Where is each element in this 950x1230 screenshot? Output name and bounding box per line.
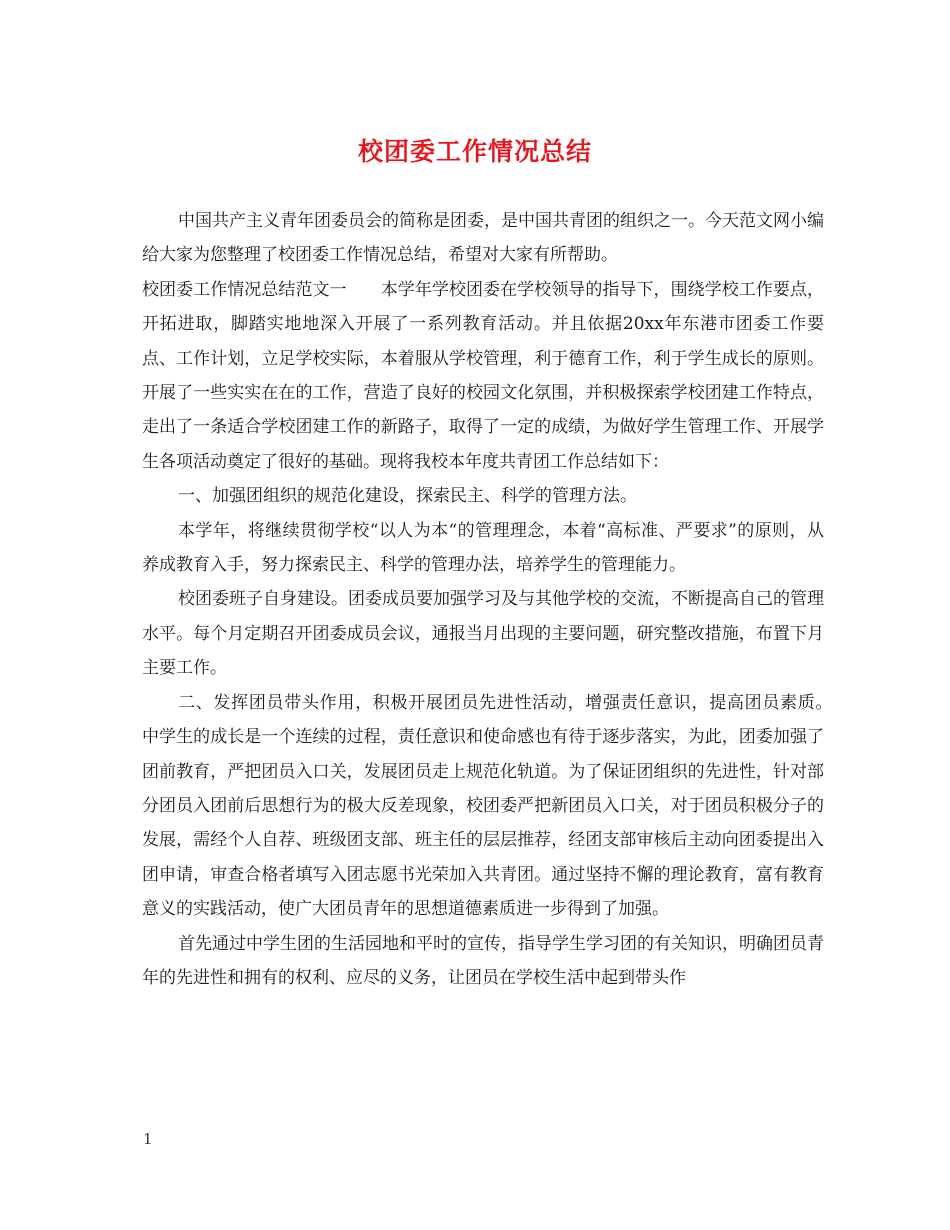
paragraph-intro: 中国共产主义青年团委员会的简称是团委，是中国共青团的组织之一。今天范文网小编给大家为您整理了校团委工作情况总结，希望对大家有所帮助。 [142,211,824,266]
section-heading-one: 一、加强团组织的规范化建设，探索民主、科学的管理方法。 [178,486,637,507]
document-title: 校团委工作情况总结 [357,137,592,166]
paragraph-sample-one: 校团委工作情况总结范文一 本学年学校团委在学校领导的指导下，围绕学校工作要点，开拓进取，脚踏实地地深入开展了一系列教育活动。并且依据20xx年东港市团委工作要点、工作计划，立足学校实际，本着服从学校管理，利于德育工作，利于学生成长的原则。开展了一些实实在在的工作，营造了良好的校园文化氛围，并积极探索学校团建工作特点，走出了一条适合学校团建工作的新路子，取得了一定的成绩，为做好学生管理工作、开展学生各项活动奠定了很好的基础。现将我校本年度共青团工作总结如下： [142,279,824,472]
paragraph-management-philosophy: 本学年，将继续贯彻学校“以人为本“的管理理念，本着“高标准、严要求”的原则，从养成教育入手，努力探索民主、科学的管理办法，培养学生的管理能力。 [142,520,824,576]
paragraph-committee-building: 校团委班子自身建设。团委成员要加强学习及与其他学校的交流，不断提高自己的管理水平。每个月定期召开团委成员会议，通报当月出现的主要问题，研究整改措施，布置下月主要工作。 [142,589,824,679]
document-body [142,204,841,995]
section-heading-two-paragraph: 二、发挥团员带头作用，积极开展团员先进性活动，增强责任意识，提高团员素质。 中学生的成长是一个连续的过程，责任意识和使命感也有待于逐步落实，为此，团委加强了团前教育，严把团员入口关，发展团员走上规范化轨道。为了保证团组织的先进性，针对部分团员入团前后思想行为的极大反差现象，校团委严把新团员入口关，对于团员积极分子的发展，需经个人自荐、班级团支部、班主任的层层推荐，经团支部审核后主动向团委提出入团申请，审查合格者填写入团志愿书光荣加入共青团。通过坚持不懈的理论教育，富有教育意义的实践活动，使广大团员青年的思想道德素质进一步得到了加强。 [142,692,841,920]
paragraph-publicity: 首先通过中学生团的生活园地和平时的宣传，指导学生学习团的有关知识，明确团员青年的先进性和拥有的权利、应尽的义务，让团员在学校生活中起到带头作 [142,933,824,988]
page-number: 1 [143,1130,153,1148]
